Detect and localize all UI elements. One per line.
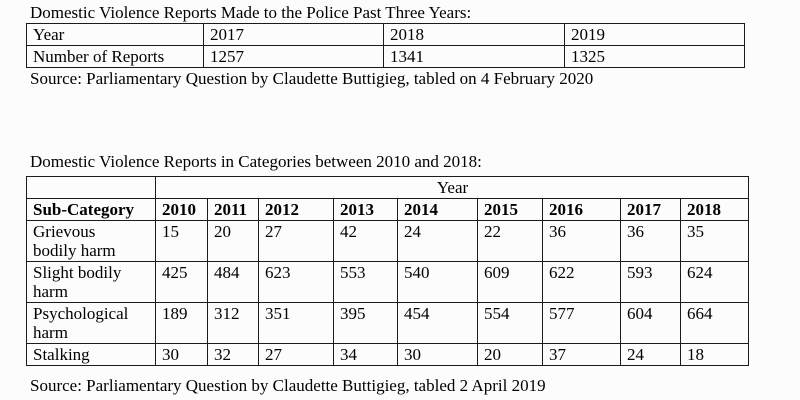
- table1-source: Source: Parliamentary Question by Claudette Buttigieg, tabled on 4 February 2020: [30, 69, 594, 88]
- category-line: Stalking: [33, 345, 90, 364]
- table-cell: 454: [398, 303, 478, 344]
- table-cell-year: 2018: [681, 199, 749, 221]
- table-cell: 20: [478, 344, 543, 366]
- table-cell-year: 2015: [478, 199, 543, 221]
- category-line: Slight bodily: [33, 263, 122, 282]
- table-cell: 540: [398, 262, 478, 303]
- table-cell: 2017: [204, 24, 384, 46]
- table-cell: 24: [398, 221, 478, 262]
- table-cell-year: 2013: [334, 199, 398, 221]
- table-cell-year: 2010: [156, 199, 208, 221]
- table-cell: 554: [478, 303, 543, 344]
- table-cell: 1325: [565, 46, 745, 68]
- table-cell: 553: [334, 262, 398, 303]
- table-cell: 351: [259, 303, 334, 344]
- table-cell: 24: [621, 344, 681, 366]
- table-cell-year-header: Year: [156, 177, 749, 199]
- table-cell-year: 2012: [259, 199, 334, 221]
- table-row-slight-bodily-harm: [27, 262, 749, 303]
- table-cell-category-label: [27, 344, 156, 366]
- table-cell: 622: [543, 262, 621, 303]
- table1-title: Domestic Violence Reports Made to the Police Past Three Years:: [30, 3, 472, 22]
- table-cell: 312: [208, 303, 259, 344]
- table-cell-year: 2011: [208, 199, 259, 221]
- table-row-psychological-harm: [27, 303, 749, 344]
- table-cell: 604: [621, 303, 681, 344]
- table-cell-year: 2016: [543, 199, 621, 221]
- table-cell: 15: [156, 221, 208, 262]
- category-line: Grievous: [33, 222, 96, 241]
- table-cell: 593: [621, 262, 681, 303]
- table-cell: 18: [681, 344, 749, 366]
- table-cell: 1341: [384, 46, 565, 68]
- table-cell-year-label: Year: [27, 24, 204, 46]
- table-cell: 624: [681, 262, 749, 303]
- table-row-stalking: [27, 344, 749, 366]
- table2-categories-2010-2018: [26, 176, 749, 366]
- table-cell: 2018: [384, 24, 565, 46]
- table1-reports-past-three-years: [26, 23, 745, 68]
- table2-title: Domestic Violence Reports in Categories between 2010 and 2018:: [30, 152, 482, 171]
- table-cell: 22: [478, 221, 543, 262]
- table-cell: 20: [208, 221, 259, 262]
- table-row: [27, 46, 745, 68]
- table-cell: 395: [334, 303, 398, 344]
- table-cell: 30: [398, 344, 478, 366]
- table-cell-category-label: [27, 221, 156, 262]
- table-cell-year: 2017: [621, 199, 681, 221]
- table-cell: 34: [334, 344, 398, 366]
- table-cell: 2019: [565, 24, 745, 46]
- table-cell: 30: [156, 344, 208, 366]
- table-cell-subcategory-header: Sub-Category: [27, 199, 156, 221]
- table2-source: Source: Parliamentary Question by Claudette Buttigieg, tabled 2 April 2019: [30, 376, 546, 395]
- table-cell: 189: [156, 303, 208, 344]
- table-cell-category-label: [27, 303, 156, 344]
- empty-corner-cell: [27, 177, 156, 199]
- table-cell: 27: [259, 344, 334, 366]
- table-cell: 609: [478, 262, 543, 303]
- table-cell: 484: [208, 262, 259, 303]
- table-cell-category-label: [27, 262, 156, 303]
- table-cell-year: 2014: [398, 199, 478, 221]
- category-line: bodily harm: [33, 241, 116, 260]
- table-row-header: [27, 199, 749, 221]
- table-cell: 1257: [204, 46, 384, 68]
- table-cell: 577: [543, 303, 621, 344]
- category-line: Psychological: [33, 304, 129, 323]
- table-cell: 425: [156, 262, 208, 303]
- table-cell: 27: [259, 221, 334, 262]
- table-cell: 32: [208, 344, 259, 366]
- category-line: harm: [33, 282, 68, 301]
- table-cell: 623: [259, 262, 334, 303]
- table-row-grievous-bodily-harm: [27, 221, 749, 262]
- table-cell: 37: [543, 344, 621, 366]
- table-row: [27, 24, 745, 46]
- table-cell: 35: [681, 221, 749, 262]
- table-cell: 36: [543, 221, 621, 262]
- category-line: harm: [33, 323, 68, 342]
- table-cell: 42: [334, 221, 398, 262]
- table-cell-reports-label: Number of Reports: [27, 46, 204, 68]
- table-row-year-span: [27, 177, 749, 199]
- table-cell: 36: [621, 221, 681, 262]
- table-cell: 664: [681, 303, 749, 344]
